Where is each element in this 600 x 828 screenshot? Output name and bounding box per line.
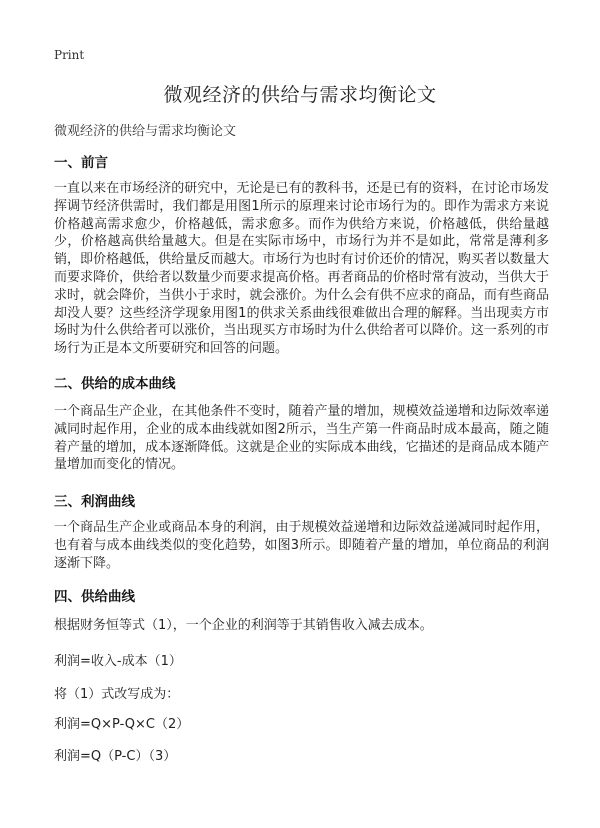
- section-body-cost-curve: 一个商品生产企业，在其他条件不变时，随着产量的增加，规模效益递增和边际效率递减同时起作用，企业的成本曲线就如图2所示，当生产第一件商品时成本最高，随之随着产量的增加，成本逐渐降低。这就是企业的实际成本曲线，它描述的是商品成本随产量增加而变化的情况。: [54, 404, 549, 473]
- section-heading-supply-curve: 四、供给曲线: [54, 589, 135, 605]
- formula-line-3: 利润=Q×P-Q×C（2）: [54, 717, 190, 732]
- formula-line-1: 利润=收入-成本（1）: [54, 654, 182, 669]
- document-subtitle: 微观经济的供给与需求均衡论文: [54, 124, 237, 139]
- print-link[interactable]: Print: [54, 48, 85, 62]
- formula-line-2: 将（1）式改写成为：: [54, 687, 180, 702]
- formula-line-4: 利润=Q（P-C）（3）: [54, 749, 177, 764]
- page-title: 微观经济的供给与需求均衡论文: [163, 84, 437, 106]
- section-body-preface: 一直以来在市场经济的研究中，无论是已有的教科书，还是已有的资料，在讨论市场发挥调节经济供需时，我们都是用图1所示的原理来讨论市场行为的。即作为需求方来说价格越高需求愈少，价格越低，需求愈多。而作为供给方来说，价格越低，供给量越少，价格越高供给量越大。但是在实际市场中，市场行为并不是如此，常常是薄利多销，即价格越低，供给量反而越大。市场行为也时有讨价还价的情况，购买者以数量大而要求降价，供给者以数量少而要求提高价格。再者商品的价格时常有波动，当供大于求时，就会降价，当供小于求时，就会涨价。为什么会有供不应求的商品，而有些商品却没人要？这些经济学现象用图1的供求关系曲线很难做出合理的解释。当出现卖方市场时为什么供给者可以涨价，当出现买方市场时为什么供给者可以降价。这一系列的市场行为正是本文所要研究和回答的问题。: [54, 181, 549, 357]
- section-body-profit-curve: 一个商品生产企业或商品本身的利润，由于规模效益递增和边际效益递减同时起作用，也有着与成本曲线类似的变化趋势，如图3所示。即随着产量的增加，单位商品的利润逐渐下降。: [54, 520, 549, 571]
- section-heading-profit-curve: 三、利润曲线: [54, 494, 135, 510]
- section-body-supply-curve: 根据财务恒等式（1），一个企业的利润等于其销售收入减去成本。: [54, 618, 433, 633]
- section-heading-cost-curve: 二、供给的成本曲线: [54, 376, 176, 392]
- section-heading-preface: 一、前言: [54, 155, 108, 171]
